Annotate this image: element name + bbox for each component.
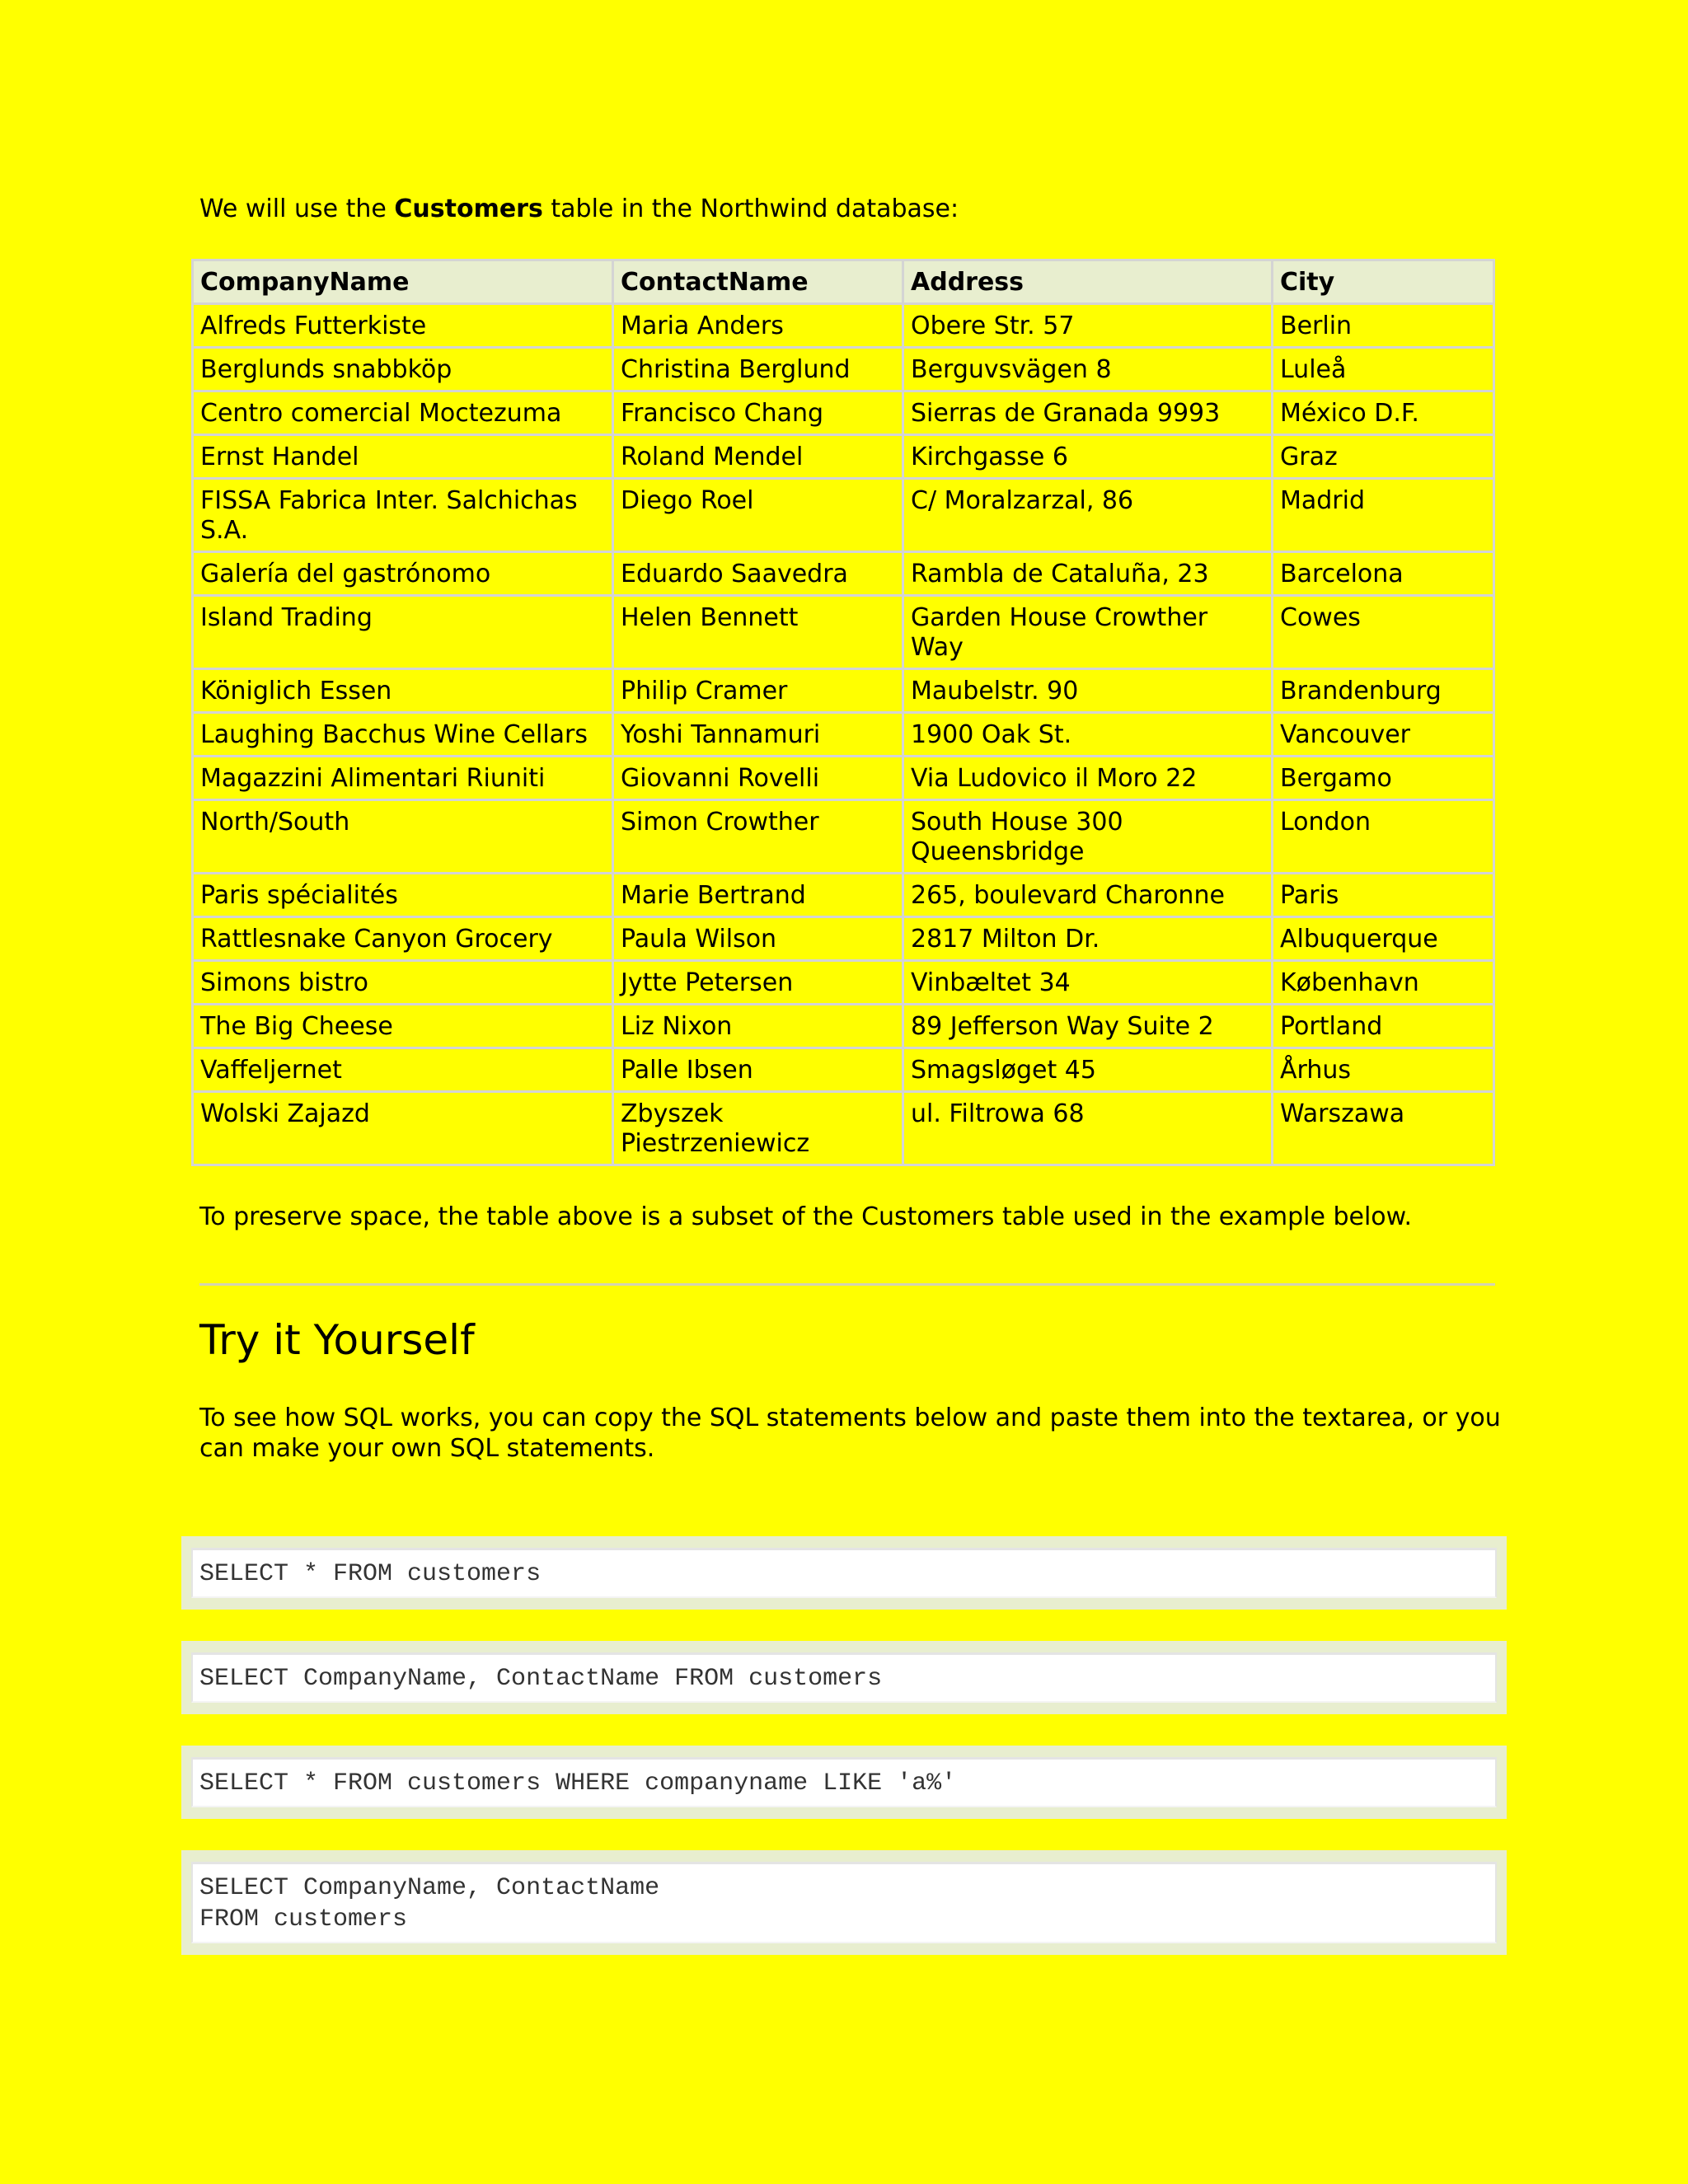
cell-city: Barcelona <box>1273 552 1494 596</box>
table-row <box>193 1092 1494 1165</box>
cell-companyname: Königlich Essen <box>193 669 613 713</box>
cell-contactname: Marie Bertrand <box>613 874 903 917</box>
cell-contactname: Christina Berglund <box>613 348 903 391</box>
intro-bold-table-name: Customers <box>394 194 543 223</box>
column-header-address: Address <box>903 260 1273 304</box>
cell-city: Warszawa <box>1273 1092 1494 1165</box>
section-divider <box>199 1283 1495 1286</box>
cell-address: Kirchgasse 6 <box>903 435 1273 479</box>
sql-examples <box>181 1536 1507 1986</box>
cell-address: Vinbæltet 34 <box>903 961 1273 1005</box>
cell-city: København <box>1273 961 1494 1005</box>
cell-address: Berguvsvägen 8 <box>903 348 1273 391</box>
cell-contactname: Yoshi Tannamuri <box>613 713 903 757</box>
sql-example-code[interactable]: SELECT * FROM customers <box>191 1548 1497 1598</box>
cell-contactname: Roland Mendel <box>613 435 903 479</box>
cell-address: 89 Jefferson Way Suite 2 <box>903 1005 1273 1048</box>
intro-prefix: We will use the <box>199 194 395 223</box>
cell-address: 265, boulevard Charonne <box>903 874 1273 917</box>
cell-companyname: Galería del gastrónomo <box>193 552 613 596</box>
cell-companyname: Island Trading <box>193 596 613 669</box>
table-row <box>193 961 1494 1005</box>
cell-companyname: Paris spécialités <box>193 874 613 917</box>
cell-address: Maubelstr. 90 <box>903 669 1273 713</box>
cell-companyname: Magazzini Alimentari Riuniti <box>193 757 613 800</box>
column-header-contactname: ContactName <box>613 260 903 304</box>
table-row <box>193 874 1494 917</box>
cell-companyname: Laughing Bacchus Wine Cellars <box>193 713 613 757</box>
table-row <box>193 1048 1494 1092</box>
cell-contactname: Liz Nixon <box>613 1005 903 1048</box>
cell-address: C/ Moralzarzal, 86 <box>903 479 1273 552</box>
cell-city: Luleå <box>1273 348 1494 391</box>
table-body <box>193 304 1494 1165</box>
cell-address: 1900 Oak St. <box>903 713 1273 757</box>
cell-companyname: FISSA Fabrica Inter. Salchichas S.A. <box>193 479 613 552</box>
sql-example-box <box>181 1641 1507 1714</box>
cell-address: Via Ludovico il Moro 22 <box>903 757 1273 800</box>
try-it-yourself-heading: Try it Yourself <box>199 1316 475 1364</box>
cell-contactname: Jytte Petersen <box>613 961 903 1005</box>
cell-city: Cowes <box>1273 596 1494 669</box>
cell-companyname: Berglunds snabbköp <box>193 348 613 391</box>
cell-companyname: Alfreds Futterkiste <box>193 304 613 348</box>
try-it-description: To see how SQL works, you can copy the SQL statements below and paste them into the textarea, or you can make your own SQL statements. <box>199 1404 1501 1463</box>
cell-contactname: Simon Crowther <box>613 800 903 874</box>
cell-city: Brandenburg <box>1273 669 1494 713</box>
cell-contactname: Philip Cramer <box>613 669 903 713</box>
cell-contactname: Francisco Chang <box>613 391 903 435</box>
cell-companyname: The Big Cheese <box>193 1005 613 1048</box>
cell-address: ul. Filtrowa 68 <box>903 1092 1273 1165</box>
cell-contactname: Zbyszek Piestrzeniewicz <box>613 1092 903 1165</box>
cell-contactname: Palle Ibsen <box>613 1048 903 1092</box>
cell-address: Garden House Crowther Way <box>903 596 1273 669</box>
cell-contactname: Helen Bennett <box>613 596 903 669</box>
cell-contactname: Maria Anders <box>613 304 903 348</box>
cell-companyname: Wolski Zajazd <box>193 1092 613 1165</box>
table-row <box>193 348 1494 391</box>
customers-table <box>191 259 1495 1166</box>
table-row <box>193 435 1494 479</box>
cell-city: Albuquerque <box>1273 917 1494 961</box>
cell-city: Graz <box>1273 435 1494 479</box>
sql-example-box <box>181 1746 1507 1819</box>
cell-city: Portland <box>1273 1005 1494 1048</box>
sql-example-code[interactable]: SELECT CompanyName, ContactName FROM customers <box>191 1652 1497 1703</box>
sql-example-box <box>181 1536 1507 1610</box>
table-header-row <box>193 260 1494 304</box>
cell-companyname: North/South <box>193 800 613 874</box>
cell-city: London <box>1273 800 1494 874</box>
cell-address: 2817 Milton Dr. <box>903 917 1273 961</box>
table-row <box>193 552 1494 596</box>
cell-contactname: Paula Wilson <box>613 917 903 961</box>
main-content <box>191 194 1502 1464</box>
table-row <box>193 800 1494 874</box>
subset-note: To preserve space, the table above is a subset of the Customers table used in the example below. <box>199 1202 1412 1231</box>
intro-paragraph <box>199 194 1502 224</box>
cell-city: Madrid <box>1273 479 1494 552</box>
column-header-city: City <box>1273 260 1494 304</box>
cell-address: Obere Str. 57 <box>903 304 1273 348</box>
cell-contactname: Eduardo Saavedra <box>613 552 903 596</box>
table-row <box>193 391 1494 435</box>
cell-companyname: Centro comercial Moctezuma <box>193 391 613 435</box>
cell-city: Berlin <box>1273 304 1494 348</box>
cell-companyname: Ernst Handel <box>193 435 613 479</box>
cell-city: Bergamo <box>1273 757 1494 800</box>
table-row <box>193 713 1494 757</box>
table-row <box>193 479 1494 552</box>
cell-city: México D.F. <box>1273 391 1494 435</box>
cell-contactname: Diego Roel <box>613 479 903 552</box>
cell-companyname: Rattlesnake Canyon Grocery <box>193 917 613 961</box>
cell-city: Paris <box>1273 874 1494 917</box>
cell-companyname: Simons bistro <box>193 961 613 1005</box>
table-row <box>193 757 1494 800</box>
intro-suffix: table in the Northwind database: <box>542 194 959 223</box>
table-row <box>193 596 1494 669</box>
table-row <box>193 917 1494 961</box>
cell-city: Århus <box>1273 1048 1494 1092</box>
cell-contactname: Giovanni Rovelli <box>613 757 903 800</box>
sql-example-code[interactable]: SELECT CompanyName, ContactName FROM customers <box>191 1862 1497 1943</box>
cell-address: Rambla de Cataluña, 23 <box>903 552 1273 596</box>
table-row <box>193 669 1494 713</box>
table-row <box>193 304 1494 348</box>
cell-address: Sierras de Granada 9993 <box>903 391 1273 435</box>
cell-companyname: Vaffeljernet <box>193 1048 613 1092</box>
sql-example-code[interactable]: SELECT * FROM customers WHERE companyname LIKE 'a%' <box>191 1757 1497 1807</box>
cell-address: Smagsløget 45 <box>903 1048 1273 1092</box>
table-row <box>193 1005 1494 1048</box>
column-header-companyname: CompanyName <box>193 260 613 304</box>
cell-city: Vancouver <box>1273 713 1494 757</box>
cell-address: South House 300 Queensbridge <box>903 800 1273 874</box>
sql-example-box <box>181 1850 1507 1955</box>
